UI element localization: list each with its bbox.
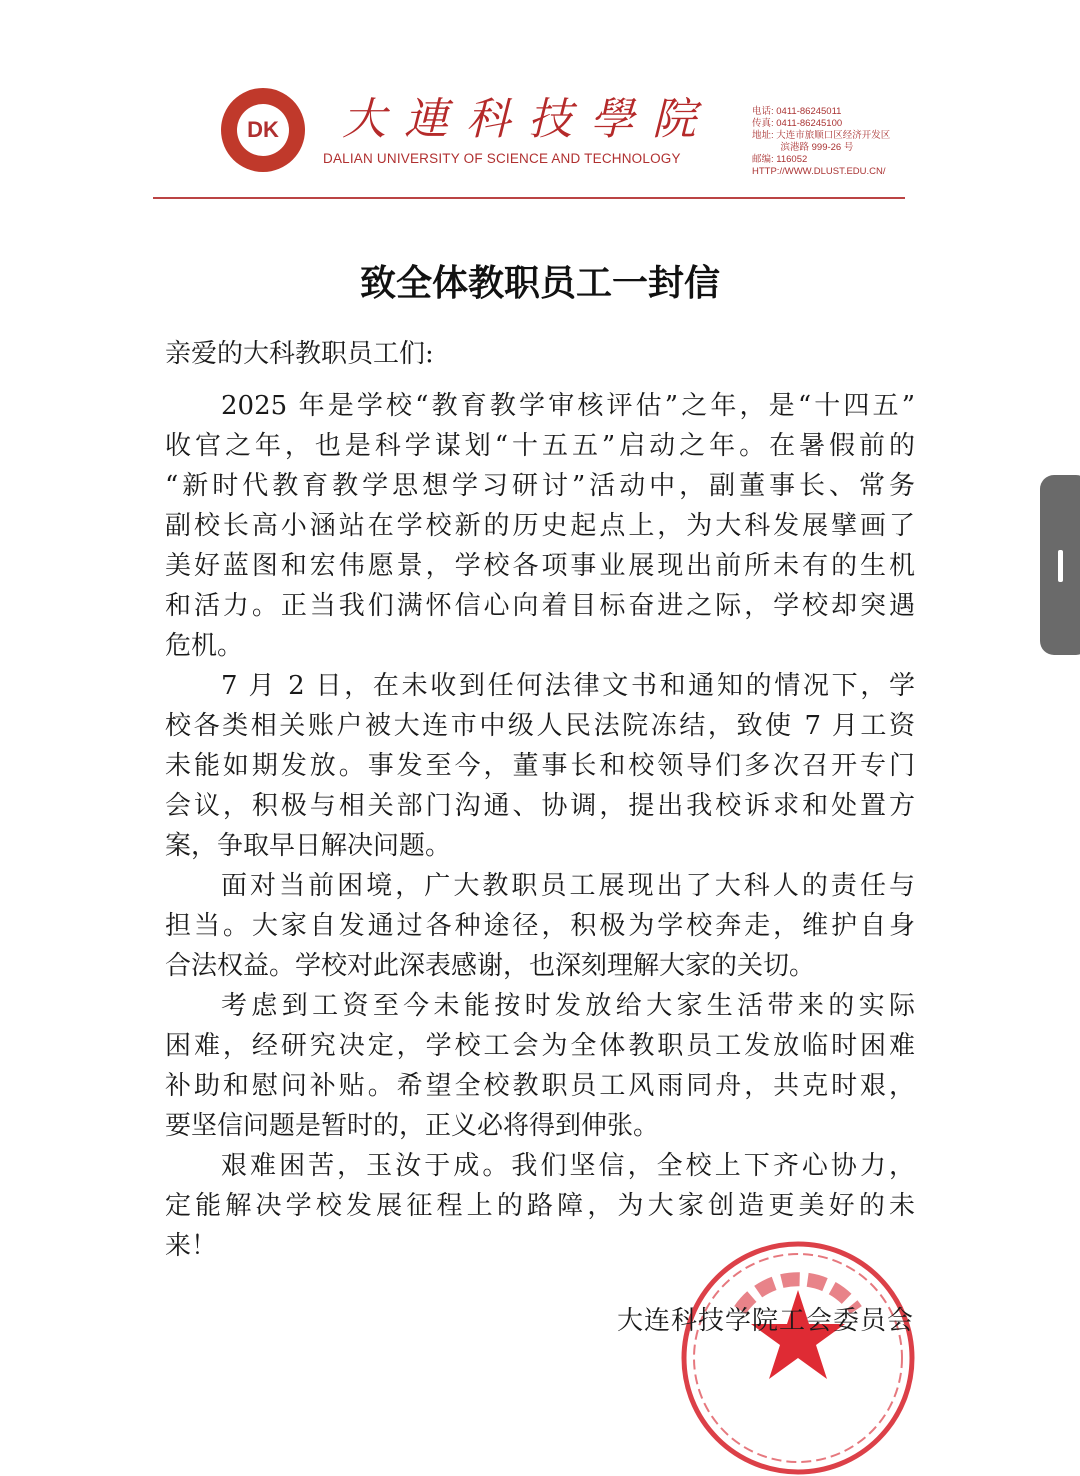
contact-info xyxy=(752,106,890,178)
header-divider xyxy=(153,197,905,199)
text-line: 担当。大家自发通过各种途径，积极为学校奔走，维护自身 xyxy=(165,911,915,941)
paragraph xyxy=(165,666,915,866)
greeting: 亲爱的大科教职员工们: xyxy=(165,339,434,369)
text-line: 美好蓝图和宏伟愿景，学校各项事业展现出前所未有的生机 xyxy=(165,551,915,581)
paragraph xyxy=(165,986,915,1146)
letter-body xyxy=(165,386,915,1266)
text-line: 案，争取早日解决问题。 xyxy=(165,831,452,861)
letter-title: 致全体教职员工一封信 xyxy=(359,263,720,304)
text-line: “新时代教育教学思想学习研讨”活动中，副董事长、常务 xyxy=(165,471,915,501)
text-line: 补助和慰问补贴。希望全校教职员工风雨同舟，共克时艰， xyxy=(165,1071,915,1101)
text-line: 收官之年，也是科学谋划“十五五”启动之年。在暑假前的 xyxy=(165,431,915,461)
text-line: 要坚信问题是暂时的，正义必将得到伸张。 xyxy=(165,1111,660,1141)
text-line: 定能解决学校发展征程上的路障，为大家创造更美好的未 xyxy=(165,1191,915,1221)
contact-address-2: 滨港路 999-26 号 xyxy=(752,142,854,153)
university-name-en: DALIAN UNIVERSITY OF SCIENCE AND TECHNOLOGY xyxy=(323,151,681,166)
text-line: 困难，经研究决定，学校工会为全体教职员工发放临时困难 xyxy=(165,1031,915,1061)
contact-postcode: 邮编: 116052 xyxy=(752,154,808,165)
text-line: 校各类相关账户被大连市中级人民法院冻结，致使 7 月工资 xyxy=(165,711,915,741)
text-line: 未能如期发放。事发至今，董事长和校领导们多次召开专门 xyxy=(165,751,915,781)
university-logo: DK xyxy=(221,88,305,172)
text-line: 2025 年是学校“教育教学审核评估”之年，是“十四五” xyxy=(221,391,915,421)
text-line: 考虑到工资至今未能按时发放给大家生活带来的实际 xyxy=(221,991,915,1021)
official-seal xyxy=(680,1240,916,1476)
text-line: 艰难困苦，玉汝于成。我们坚信，全校上下齐心协力， xyxy=(221,1151,915,1181)
text-line: 7 月 2 日，在未收到任何法律文书和通知的情况下，学 xyxy=(221,671,915,701)
contact-fax: 传真: 0411-86245100 xyxy=(752,118,843,129)
paragraph xyxy=(165,386,915,666)
scroll-handle[interactable] xyxy=(1040,475,1080,655)
handle-grip-icon xyxy=(1058,550,1063,582)
signature: 大连科技学院工会委员会 xyxy=(616,1306,914,1336)
text-line: 会议，积极与相关部门沟通、协调，提出我校诉求和处置方 xyxy=(165,791,915,821)
text-line: 来！ xyxy=(165,1231,218,1261)
paragraph xyxy=(165,866,915,986)
contact-website: HTTP://WWW.DLUST.EDU.CN/ xyxy=(752,166,886,177)
contact-phone: 电话: 0411-86245011 xyxy=(752,106,842,117)
text-line: 和活力。正当我们满怀信心向着目标奋进之际，学校却突遇 xyxy=(165,591,915,621)
university-name-cn: 大連科技學院 xyxy=(342,94,714,145)
text-line: 合法权益。学校对此深表感谢，也深刻理解大家的关切。 xyxy=(165,951,816,981)
text-line: 副校长高小涵站在学校新的历史起点上，为大科发展擘画了 xyxy=(165,511,915,541)
seal-graphic xyxy=(680,1240,916,1476)
contact-address: 地址: 大连市旅顺口区经济开发区 xyxy=(752,130,891,141)
text-line: 危机。 xyxy=(165,631,244,661)
text-line: 面对当前困境，广大教职员工展现出了大科人的责任与 xyxy=(221,871,915,901)
